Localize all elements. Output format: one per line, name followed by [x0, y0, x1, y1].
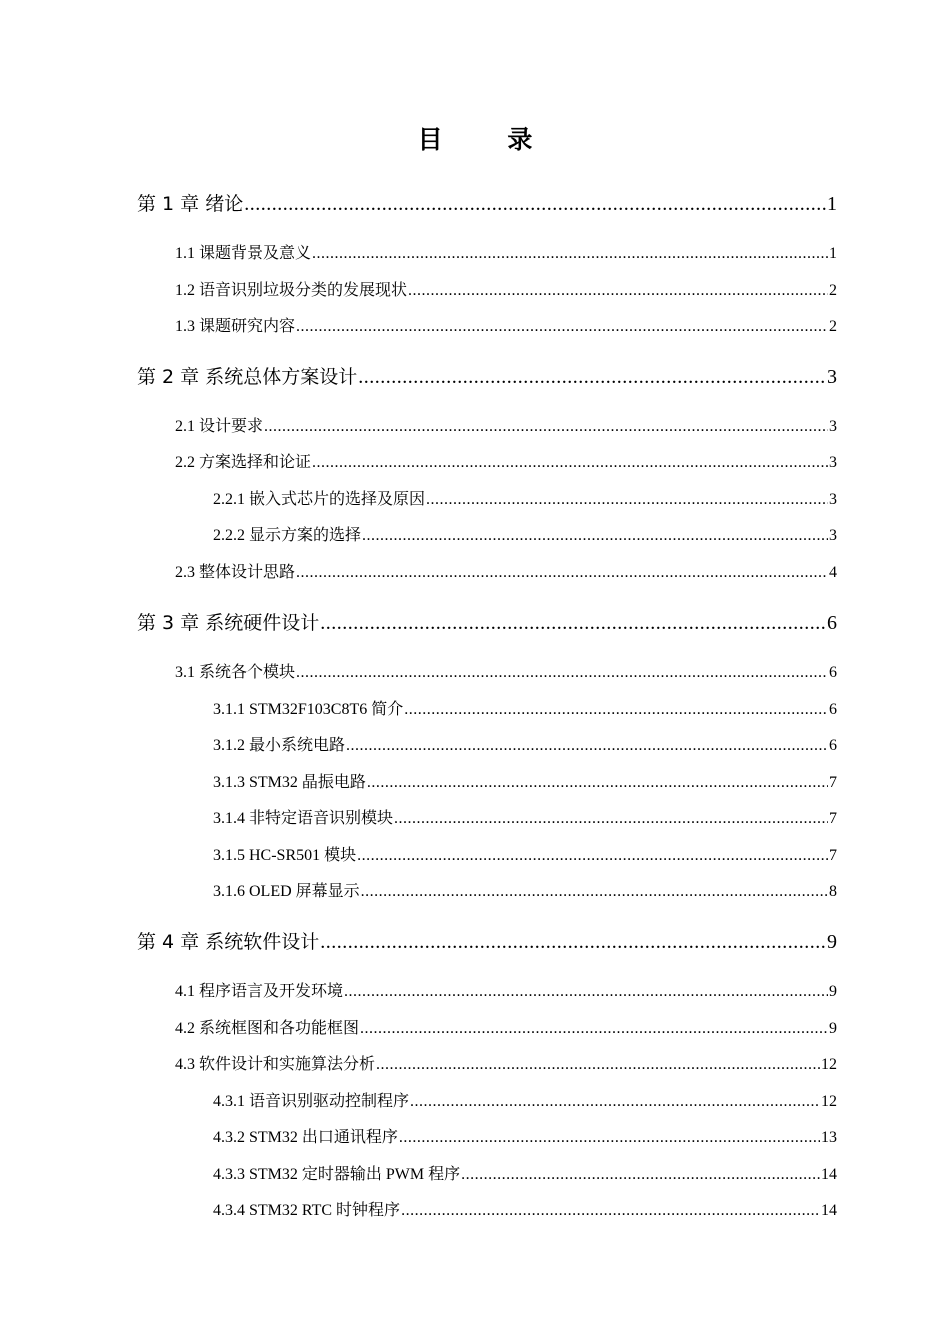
- toc-entry-page: 3: [829, 527, 837, 544]
- toc-entry-label: 4.3.3 STM32 定时器输出 PWM 程序: [213, 1166, 461, 1183]
- toc-entry-label: 2.1 设计要求: [175, 418, 264, 435]
- toc-entry-2-3[interactable]: [175, 561, 837, 585]
- toc-entry-4-3-1[interactable]: [213, 1090, 837, 1114]
- toc-entry-page: 9: [829, 983, 837, 1000]
- toc-entry-3-1-2[interactable]: [213, 734, 837, 758]
- toc-entry-3-1-3[interactable]: [213, 771, 837, 795]
- toc-entry-label: 4.2 系统框图和各功能框图: [175, 1020, 360, 1037]
- toc-entry-label: 第 1 章 绪论: [137, 193, 244, 215]
- toc-entry-label: 1.2 语音识别垃圾分类的发展现状: [175, 282, 408, 299]
- toc-entry-label: 3.1.4 非特定语音识别模块: [213, 810, 394, 827]
- toc-entry-chapter-3[interactable]: [137, 608, 837, 638]
- dot-leader: [461, 1163, 820, 1187]
- page-title: 目 录: [417, 125, 561, 154]
- toc-entry-page: 3: [827, 366, 837, 388]
- toc-entry-chapter-4[interactable]: [137, 927, 837, 957]
- dot-leader: [346, 734, 828, 758]
- toc-entry-page: 12: [821, 1056, 837, 1073]
- toc-entry-page: 7: [829, 810, 837, 827]
- dot-leader: [296, 561, 828, 585]
- toc-entry-page: 14: [821, 1202, 837, 1219]
- toc-entry-2-2[interactable]: [175, 451, 837, 475]
- toc-entry-3-1-6[interactable]: [213, 880, 837, 904]
- dot-leader: [408, 279, 828, 303]
- dot-leader: [376, 1053, 820, 1077]
- toc-entry-label: 4.3.4 STM32 RTC 时钟程序: [213, 1202, 401, 1219]
- toc-entry-label: 1.1 课题背景及意义: [175, 245, 312, 262]
- toc-entry-chapter-2[interactable]: [137, 362, 837, 392]
- toc-entry-4-3-4[interactable]: [213, 1199, 837, 1223]
- toc-entry-2-2-1[interactable]: [213, 488, 837, 512]
- dot-leader: [357, 844, 828, 868]
- toc-entry-label: 3.1.1 STM32F103C8T6 简介: [213, 701, 404, 718]
- toc-entry-4-3-2[interactable]: [213, 1126, 837, 1150]
- toc-entry-page: 3: [829, 418, 837, 435]
- toc-entry-page: 7: [829, 847, 837, 864]
- dot-leader: [344, 980, 828, 1004]
- dot-leader: [244, 189, 826, 219]
- toc-entry-page: 6: [829, 664, 837, 681]
- toc-entry-label: 3.1.6 OLED 屏幕显示: [213, 883, 360, 900]
- toc-entry-page: 6: [827, 612, 837, 634]
- toc-entry-label: 第 4 章 系统软件设计: [137, 931, 320, 953]
- toc-entry-label: 1.3 课题研究内容: [175, 318, 296, 335]
- dot-leader: [401, 1199, 820, 1223]
- toc-entry-page: 12: [821, 1093, 837, 1110]
- dot-leader: [320, 608, 826, 638]
- dot-leader: [362, 524, 828, 548]
- dot-leader: [404, 698, 828, 722]
- dot-leader: [296, 661, 828, 685]
- toc-entry-3-1-4[interactable]: [213, 807, 837, 831]
- toc-entry-page: 6: [829, 737, 837, 754]
- toc-entry-2-1[interactable]: [175, 415, 837, 439]
- toc-entry-page: 8: [829, 883, 837, 900]
- dot-leader: [399, 1126, 820, 1150]
- toc-entry-label: 4.3.1 语音识别驱动控制程序: [213, 1093, 410, 1110]
- toc-entry-3-1[interactable]: [175, 661, 837, 685]
- toc-entry-page: 4: [829, 564, 837, 581]
- toc-entry-label: 2.3 整体设计思路: [175, 564, 296, 581]
- dot-leader: [361, 880, 828, 904]
- toc-entry-1-1[interactable]: [175, 242, 837, 266]
- toc-entry-label: 第 2 章 系统总体方案设计: [137, 366, 358, 388]
- dot-leader: [312, 242, 828, 266]
- toc-entry-3-1-1[interactable]: [213, 698, 837, 722]
- toc-entry-label: 3.1.2 最小系统电路: [213, 737, 346, 754]
- toc-entry-label: 2.2.1 嵌入式芯片的选择及原因: [213, 491, 426, 508]
- toc-entry-label: 3.1 系统各个模块: [175, 664, 296, 681]
- toc-entry-4-2[interactable]: [175, 1017, 837, 1041]
- dot-leader: [320, 927, 826, 957]
- dot-leader: [264, 415, 828, 439]
- dot-leader: [296, 315, 828, 339]
- toc-entry-label: 4.3 软件设计和实施算法分析: [175, 1056, 376, 1073]
- dot-leader: [358, 362, 826, 392]
- dot-leader: [360, 1017, 828, 1041]
- toc-entry-1-3[interactable]: [175, 315, 837, 339]
- toc-entry-page: 9: [829, 1020, 837, 1037]
- toc-entry-page: 3: [829, 454, 837, 471]
- toc-entry-label: 4.3.2 STM32 出口通讯程序: [213, 1129, 398, 1146]
- toc-entry-label: 第 3 章 系统硬件设计: [137, 612, 320, 634]
- toc-entry-2-2-2[interactable]: [213, 524, 837, 548]
- toc-entry-3-1-5[interactable]: [213, 844, 837, 868]
- dot-leader: [410, 1090, 820, 1114]
- toc-entry-page: 3: [829, 491, 837, 508]
- toc-entry-label: 4.1 程序语言及开发环境: [175, 983, 344, 1000]
- toc-entry-1-2[interactable]: [175, 279, 837, 303]
- toc-entry-page: 6: [829, 701, 837, 718]
- toc-entry-4-1[interactable]: [175, 980, 837, 1004]
- toc-entry-page: 13: [821, 1129, 837, 1146]
- toc-entry-page: 2: [829, 282, 837, 299]
- toc-entry-label: 2.2.2 显示方案的选择: [213, 527, 362, 544]
- toc-entry-chapter-1[interactable]: [137, 189, 837, 219]
- toc-entry-page: 1: [829, 245, 837, 262]
- toc-entry-4-3[interactable]: [175, 1053, 837, 1077]
- toc-entry-page: 1: [827, 193, 837, 215]
- toc-entry-label: 3.1.5 HC-SR501 模块: [213, 847, 357, 864]
- dot-leader: [394, 807, 828, 831]
- toc-entry-4-3-3[interactable]: [213, 1163, 837, 1187]
- toc-entry-page: 14: [821, 1166, 837, 1183]
- dot-leader: [367, 771, 828, 795]
- toc-entry-page: 7: [829, 774, 837, 791]
- dot-leader: [426, 488, 828, 512]
- toc-entry-page: 9: [827, 931, 837, 953]
- toc-entry-label: 2.2 方案选择和论证: [175, 454, 312, 471]
- toc-entry-page: 2: [829, 318, 837, 335]
- dot-leader: [312, 451, 828, 475]
- toc-entry-label: 3.1.3 STM32 晶振电路: [213, 774, 366, 791]
